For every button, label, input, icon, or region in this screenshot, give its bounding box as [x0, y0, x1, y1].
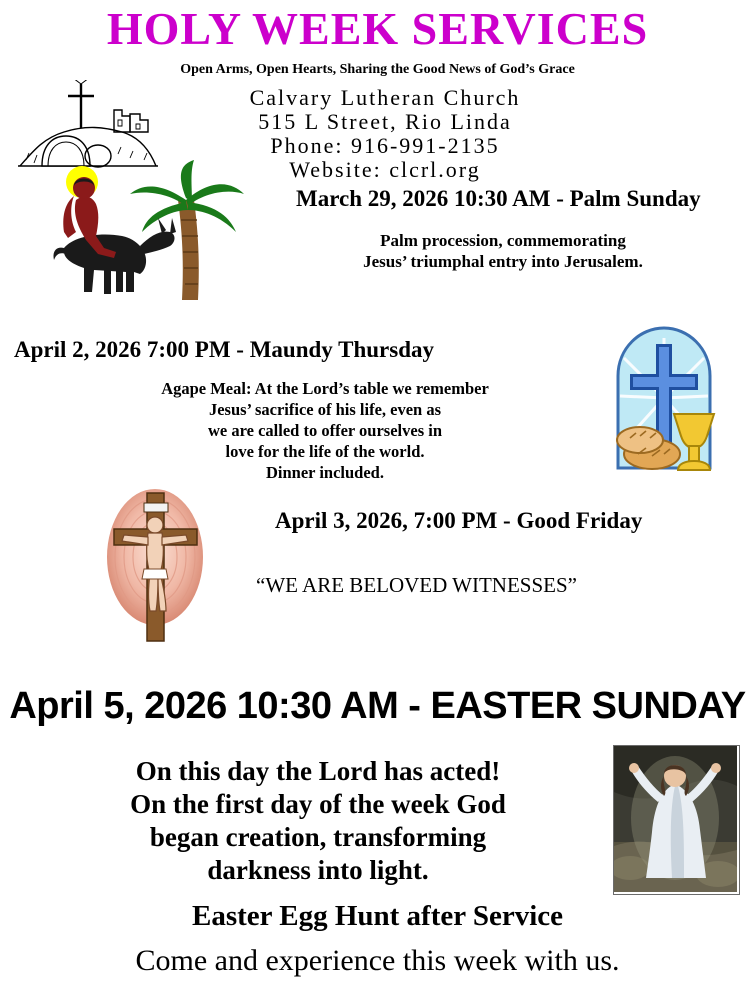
church-address: 515 L Street, Rio Linda	[258, 109, 512, 134]
maundy-thursday-line: Dinner included.	[266, 463, 384, 482]
closing-text: Come and experience this week with us.	[135, 944, 620, 977]
church-phone: Phone: 916-991-2135	[270, 133, 500, 158]
communion-window-icon	[600, 318, 745, 478]
page-title: HOLY WEEK SERVICES	[106, 3, 649, 54]
egg-hunt-text: Easter Egg Hunt after Service	[191, 900, 564, 932]
maundy-thursday-body	[40, 378, 610, 483]
church-website: Website: clcrl.org	[289, 157, 481, 182]
easter-line: On the first day of the week God	[130, 789, 506, 819]
empty-tomb-icon	[18, 80, 158, 170]
easter-sunday-heading: April 5, 2026 10:30 AM - EASTER SUNDAY	[9, 685, 746, 727]
risen-jesus-photo	[613, 745, 740, 895]
good-friday-quote: “WE ARE BELOVED WITNESSES”	[256, 573, 577, 597]
maundy-thursday-line: we are called to offer ourselves in	[208, 421, 442, 440]
easter-line: began creation, transforming	[149, 822, 487, 852]
maundy-thursday-line: love for the life of the world.	[225, 442, 425, 461]
palm-sunday-line: Jesus’ triumphal entry into Jerusalem.	[363, 252, 643, 271]
church-name: Calvary Lutheran Church	[249, 85, 521, 110]
palm-sunday-heading: March 29, 2026 10:30 AM - Palm Sunday	[296, 186, 701, 211]
maundy-thursday-line: Jesus’ sacrifice of his life, even as	[208, 400, 442, 419]
easter-sunday-body	[18, 755, 618, 887]
palm-sunday-body	[268, 230, 738, 272]
maundy-thursday-line: Agape Meal: At the Lord’s table we remember	[161, 379, 489, 398]
easter-line: On this day the Lord has acted!	[135, 756, 501, 786]
maundy-thursday-heading: April 2, 2026 7:00 PM - Maundy Thursday	[14, 337, 435, 362]
palm-sunday-donkey-icon	[30, 160, 260, 305]
easter-line: darkness into light.	[207, 855, 429, 885]
good-friday-heading: April 3, 2026, 7:00 PM - Good Friday	[275, 508, 643, 533]
tagline: Open Arms, Open Hearts, Sharing the Good News of God’s Grace	[180, 62, 575, 77]
palm-sunday-line: Palm procession, commemorating	[380, 231, 626, 250]
crucifix-icon	[88, 485, 223, 645]
